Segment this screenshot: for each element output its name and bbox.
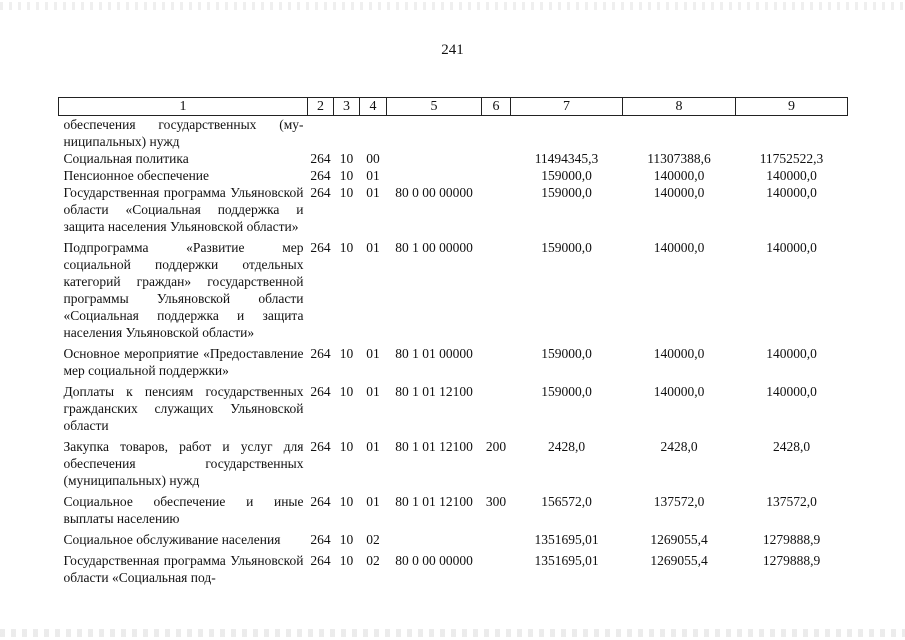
- row-name: Доплаты к пенсиям государственных гражданских служащих Ульяновской области: [63, 384, 304, 433]
- row-amount-3: 140000,0: [766, 168, 817, 183]
- table-row: [59, 167, 848, 184]
- row-amount-2: 11307388,6: [647, 151, 711, 166]
- table-row: [59, 235, 848, 341]
- row-target-article: 80 1 01 12100: [395, 439, 473, 454]
- table-row: [59, 184, 848, 235]
- row-target-article: [387, 167, 482, 184]
- row-name: Социальное обслуживание населения: [63, 532, 281, 547]
- row-name: обеспечения государственных (му-ниципальных) нужд: [63, 117, 304, 149]
- row-name: Подпрограмма «Развитие мер социальной поддержки отдельных категорий граждан» государственной программы Ульяновской области «Социальная поддержка и защита населения Ульяновской области»: [63, 240, 304, 340]
- row-expense-type: [482, 548, 511, 586]
- row-ministry-code: 264: [310, 384, 331, 399]
- row-name: Пенсионное обеспечение: [63, 168, 210, 183]
- table-row: [59, 150, 848, 167]
- row-subsection-code: 01: [366, 346, 380, 361]
- row-expense-type: [482, 184, 511, 235]
- row-section-code: 10: [339, 439, 354, 454]
- row-amount-2: 140000,0: [653, 346, 705, 361]
- row-amount-1: 156572,0: [541, 494, 592, 509]
- row-subsection-code: 01: [366, 168, 380, 183]
- row-expense-type: [482, 527, 511, 548]
- row-ministry-code: 264: [310, 346, 331, 361]
- row-amount-3: 137572,0: [766, 494, 817, 509]
- row-ministry-code: 264: [310, 151, 331, 166]
- row-target-article: 80 0 00 00000: [395, 553, 473, 568]
- row-amount-3: 140000,0: [766, 240, 817, 255]
- row-subsection-code: 01: [366, 384, 380, 399]
- header-cell: 3: [334, 98, 360, 116]
- row-ministry-code: 264: [310, 185, 331, 200]
- row-amount-1: 159000,0: [541, 185, 592, 200]
- table-row: [59, 434, 848, 489]
- row-section-code: 10: [339, 151, 354, 166]
- row-ministry-code: 264: [310, 553, 331, 568]
- row-amount-3: 1279888,9: [762, 553, 821, 568]
- row-amount-1: 159000,0: [541, 168, 592, 183]
- row-ministry-code: 264: [310, 168, 331, 183]
- table-row: [59, 341, 848, 379]
- row-subsection-code: [360, 116, 387, 151]
- row-section-code: 10: [339, 553, 354, 568]
- row-expense-type: [482, 116, 511, 151]
- row-expense-type: 200: [485, 439, 507, 454]
- row-amount-1: 159000,0: [541, 384, 592, 399]
- row-amount-2: 140000,0: [653, 240, 705, 255]
- row-amount-3: 140000,0: [766, 384, 817, 399]
- row-section-code: 10: [339, 240, 354, 255]
- table-row: [59, 489, 848, 527]
- row-amount-2: 137572,0: [653, 494, 705, 509]
- row-section-code: 10: [339, 384, 354, 399]
- row-subsection-code: 00: [366, 151, 380, 166]
- header-cell: 4: [360, 98, 387, 116]
- row-amount-2: 140000,0: [653, 168, 705, 183]
- row-target-article: 80 1 01 12100: [395, 494, 473, 509]
- row-amount-1: 11494345,3: [534, 151, 599, 166]
- row-subsection-code: 01: [366, 439, 380, 454]
- row-amount-3: 11752522,3: [759, 151, 824, 166]
- row-amount-2: [623, 116, 736, 151]
- row-expense-type: [482, 379, 511, 434]
- row-amount-3: 140000,0: [766, 185, 817, 200]
- header-cell: 6: [482, 98, 511, 116]
- row-ministry-code: [308, 116, 334, 151]
- row-amount-1: 1351695,01: [534, 532, 599, 547]
- header-cell: 2: [308, 98, 334, 116]
- row-amount-2: 140000,0: [653, 185, 705, 200]
- row-expense-type: 300: [485, 494, 507, 509]
- row-amount-3: 2428,0: [772, 439, 811, 454]
- row-subsection-code: 01: [366, 185, 380, 200]
- row-amount-2: 2428,0: [660, 439, 698, 454]
- row-amount-2: 1269055,4: [650, 532, 708, 547]
- row-amount-1: [511, 116, 623, 151]
- row-amount-1: 159000,0: [541, 240, 592, 255]
- row-amount-1: 159000,0: [541, 346, 592, 361]
- row-amount-3: 140000,0: [766, 346, 817, 361]
- row-expense-type: [482, 341, 511, 379]
- header-cell: 1: [59, 98, 308, 116]
- row-section-code: 10: [339, 494, 354, 509]
- budget-table: [58, 97, 848, 586]
- row-amount-3: [736, 116, 848, 151]
- row-target-article: [387, 150, 482, 167]
- row-expense-type: [482, 150, 511, 167]
- row-amount-3: 1279888,9: [762, 532, 821, 547]
- row-ministry-code: 264: [310, 532, 331, 547]
- table-row: [59, 116, 848, 151]
- header-cell: 7: [511, 98, 623, 116]
- row-subsection-code: 02: [366, 553, 380, 568]
- row-name: Закупка товаров, работ и услуг для обеспечения государственных (муниципальных) нужд: [63, 439, 304, 488]
- row-target-article: 80 1 00 00000: [395, 240, 473, 255]
- row-expense-type: [482, 167, 511, 184]
- row-subsection-code: 01: [366, 494, 380, 509]
- scan-artifact-top: [0, 2, 905, 10]
- row-target-article: 80 1 01 00000: [395, 346, 473, 361]
- row-target-article: 80 0 00 00000: [395, 185, 473, 200]
- table-row: [59, 548, 848, 586]
- row-expense-type: [482, 235, 511, 341]
- row-target-article: 80 1 01 12100: [395, 384, 473, 399]
- row-ministry-code: 264: [310, 439, 331, 454]
- page-number: 241: [441, 42, 464, 58]
- row-name: Социальное обеспечение и иные выплаты населению: [63, 494, 304, 526]
- header-cell: 5: [387, 98, 482, 116]
- header-cell: 9: [736, 98, 848, 116]
- scan-artifact-bottom: [0, 629, 905, 637]
- header-cell: 8: [623, 98, 736, 116]
- row-name: Основное мероприятие «Предоставление мер социальной поддержки»: [63, 346, 304, 378]
- row-target-article: [387, 527, 482, 548]
- row-section-code: 10: [339, 168, 354, 183]
- row-amount-2: 140000,0: [653, 384, 705, 399]
- row-section-code: 10: [339, 185, 354, 200]
- row-section-code: 10: [339, 532, 354, 547]
- row-subsection-code: 02: [366, 532, 380, 547]
- row-amount-1: 2428,0: [547, 439, 586, 454]
- row-amount-2: 1269055,4: [650, 553, 708, 568]
- row-subsection-code: 01: [366, 240, 380, 255]
- row-name: Государственная программа Ульяновской области «Социальная под-: [63, 553, 304, 585]
- row-amount-1: 1351695,01: [534, 553, 599, 568]
- row-ministry-code: 264: [310, 240, 331, 255]
- row-section-code: 10: [339, 346, 354, 361]
- table-row: [59, 527, 848, 548]
- table-row: [59, 379, 848, 434]
- row-target-article: [387, 116, 482, 151]
- row-section-code: [334, 116, 360, 151]
- row-name: Социальная политика: [63, 151, 189, 166]
- table-header-row: [59, 98, 848, 116]
- row-ministry-code: 264: [310, 494, 331, 509]
- row-name: Государственная программа Ульяновской области «Социальная поддержка и защита населения Ульяновской области»: [63, 185, 304, 234]
